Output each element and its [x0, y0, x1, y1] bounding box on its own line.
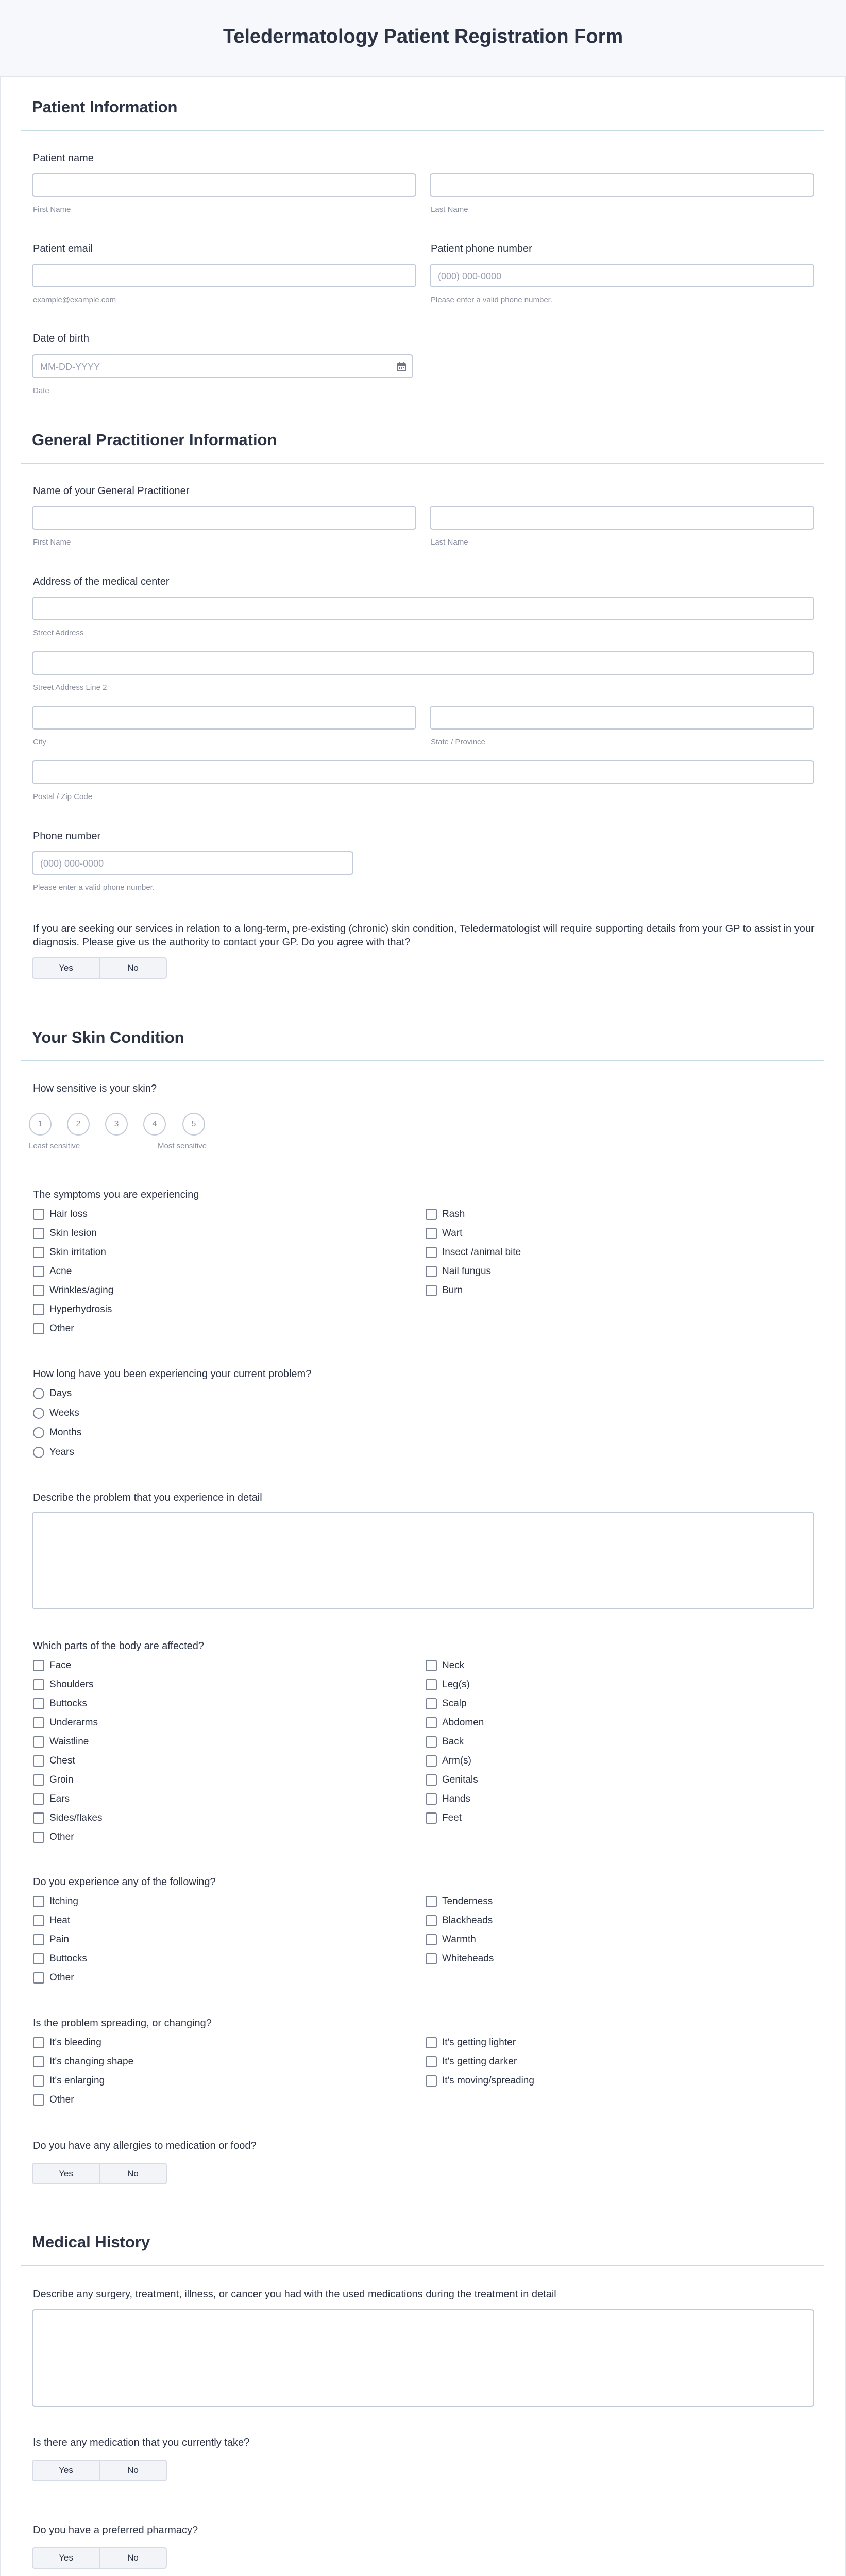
patient-phone-label: Patient phone number: [431, 243, 532, 255]
street-address-sublabel: Street Address: [33, 629, 84, 637]
checkbox[interactable]: [426, 1660, 437, 1671]
describe-textarea[interactable]: [32, 1512, 814, 1609]
body-part-option-label: Abdomen: [442, 1717, 484, 1728]
body-part-option[interactable]: [426, 1812, 462, 1824]
body-part-option-label: Face: [49, 1660, 72, 1671]
checkbox[interactable]: [426, 1228, 437, 1239]
experience-option[interactable]: [426, 1915, 493, 1926]
checkbox[interactable]: [33, 1209, 44, 1220]
experience-option[interactable]: [426, 1953, 494, 1964]
body-part-option-label: Shoulders: [49, 1679, 94, 1690]
duration-option[interactable]: [33, 1408, 79, 1419]
spreading-option-label: It's getting darker: [442, 2056, 517, 2067]
pharmacy-label: Do you have a preferred pharmacy?: [33, 2524, 198, 2536]
state-input[interactable]: [430, 706, 814, 730]
spreading-option[interactable]: [426, 2075, 534, 2087]
gp-phone-label: Phone number: [33, 831, 101, 842]
symptom-option-label: Other: [49, 1323, 74, 1334]
body-part-option-label: Other: [49, 1832, 74, 1842]
zip-sublabel: Postal / Zip Code: [33, 792, 93, 801]
body-part-option[interactable]: [426, 1660, 464, 1671]
spreading-option-label: It's getting lighter: [442, 2037, 516, 2048]
symptom-option[interactable]: [33, 1247, 106, 1258]
gp-last-name-input[interactable]: [430, 506, 814, 530]
gp-first-name-sublabel: First Name: [33, 538, 71, 547]
checkbox[interactable]: [33, 1698, 44, 1709]
body-part-option-label: Back: [442, 1736, 464, 1747]
spreading-option[interactable]: [33, 2056, 133, 2067]
experience-option-label: Blackheads: [442, 1915, 493, 1926]
medication-yes-no: [32, 2460, 167, 2481]
form-frame: [0, 77, 846, 2576]
checkbox[interactable]: [426, 1915, 437, 1926]
symptom-option-label: Hyperhydrosis: [49, 1304, 112, 1315]
body-part-option[interactable]: [33, 1717, 98, 1728]
symptom-option[interactable]: [33, 1304, 112, 1315]
most-sensitive-label: Most sensitive: [158, 1142, 207, 1150]
checkbox[interactable]: [33, 1793, 44, 1805]
spreading-option-label: It's changing shape: [49, 2056, 134, 2067]
checkbox[interactable]: [426, 1774, 437, 1786]
body-part-option-label: Buttocks: [49, 1698, 87, 1709]
body-part-option[interactable]: [33, 1832, 74, 1843]
surgery-label: Describe any surgery, treatment, illness, or cancer you had with the used medications during the treatment in detail: [33, 2289, 556, 2300]
checkbox[interactable]: [426, 2056, 437, 2067]
duration-option-label: Days: [49, 1388, 72, 1399]
checkbox[interactable]: [33, 1774, 44, 1786]
checkbox[interactable]: [33, 1266, 44, 1277]
pharmacy-no-button[interactable]: No: [127, 2553, 139, 2563]
street-address-2-input[interactable]: [32, 651, 814, 675]
experience-option[interactable]: [33, 1953, 87, 1964]
checkbox[interactable]: [426, 1717, 437, 1728]
experience-option-label: Buttocks: [49, 1953, 87, 1964]
city-input[interactable]: [32, 706, 416, 730]
symptom-option-label: Wart: [442, 1228, 463, 1239]
section-divider: [21, 1060, 824, 1061]
medical-section-title: Medical History: [32, 2233, 150, 2251]
form-header: [0, 0, 846, 77]
checkbox[interactable]: [33, 1323, 44, 1334]
body-part-option[interactable]: [426, 1774, 478, 1786]
checkbox[interactable]: [33, 2094, 44, 2106]
symptom-option-label: Acne: [49, 1266, 72, 1277]
body-part-option-label: Feet: [442, 1812, 462, 1823]
spreading-option[interactable]: [426, 2037, 516, 2048]
pharmacy-yes-button[interactable]: Yes: [33, 2548, 100, 2568]
symptom-option-label: Skin irritation: [49, 1247, 106, 1258]
section-divider: [21, 2265, 824, 2266]
experience-option[interactable]: [33, 1934, 69, 1945]
patient-first-name-input[interactable]: [32, 173, 416, 197]
checkbox[interactable]: [33, 1660, 44, 1671]
checkbox[interactable]: [426, 1896, 437, 1907]
zip-input[interactable]: [32, 760, 814, 784]
spreading-option[interactable]: [33, 2075, 105, 2087]
patient-last-name-sublabel: Last Name: [431, 205, 468, 214]
duration-option[interactable]: [33, 1388, 72, 1399]
spreading-option[interactable]: [426, 2056, 517, 2067]
checkbox[interactable]: [33, 1755, 44, 1767]
body-part-option-label: Arm(s): [442, 1755, 471, 1766]
body-part-option-label: Neck: [442, 1660, 465, 1671]
patient-phone-input[interactable]: [430, 264, 814, 287]
symptom-option[interactable]: [33, 1209, 88, 1220]
address-label: Address of the medical center: [33, 576, 170, 587]
dob-sublabel: Date: [33, 386, 49, 395]
allergy-label: Do you have any allergies to medication or food?: [33, 2140, 257, 2151]
experience-option[interactable]: [33, 1896, 78, 1907]
experience-option[interactable]: [33, 1915, 70, 1926]
body-part-option-label: Leg(s): [442, 1679, 470, 1690]
symptoms-label: The symptoms you are experiencing: [33, 1189, 199, 1200]
skin-section-title: Your Skin Condition: [32, 1028, 184, 1046]
gp-first-name-input[interactable]: [32, 506, 416, 530]
checkbox[interactable]: [426, 1209, 437, 1220]
radio-button[interactable]: [33, 1388, 44, 1399]
dob-placeholder: MM-DD-YYYY: [40, 362, 100, 372]
duration-option[interactable]: [33, 1427, 81, 1438]
checkbox[interactable]: [33, 2056, 44, 2067]
symptom-option[interactable]: [426, 1285, 463, 1296]
body-part-option-label: Genitals: [442, 1774, 478, 1785]
checkbox[interactable]: [33, 1679, 44, 1690]
radio-button[interactable]: [33, 1427, 44, 1438]
symptom-option-label: Skin lesion: [49, 1228, 97, 1239]
pharmacy-yes-no: [32, 2547, 167, 2569]
gp-name-label: Name of your General Practitioner: [33, 485, 190, 497]
sensitivity-option-4[interactable]: 4: [143, 1113, 166, 1136]
chronic-no-button[interactable]: No: [127, 963, 139, 973]
medication-label: Is there any medication that you currently take?: [33, 2437, 250, 2448]
checkbox[interactable]: [426, 2075, 437, 2087]
checkbox[interactable]: [33, 1228, 44, 1239]
allergy-yes-button[interactable]: Yes: [33, 2164, 100, 2183]
checkbox[interactable]: [426, 1247, 437, 1258]
symptom-option-label: Insect /animal bite: [442, 1247, 521, 1258]
describe-label: Describe the problem that you experience in detail: [33, 1492, 262, 1503]
allergy-yes-no: [32, 2163, 167, 2184]
checkbox[interactable]: [426, 1812, 437, 1824]
checkbox[interactable]: [426, 1793, 437, 1805]
gp-last-name-sublabel: Last Name: [431, 538, 468, 547]
checkbox[interactable]: [426, 1679, 437, 1690]
spreading-option[interactable]: [33, 2037, 101, 2048]
checkbox[interactable]: [33, 1934, 44, 1945]
checkbox[interactable]: [33, 1247, 44, 1258]
dob-label: Date of birth: [33, 333, 89, 344]
chronic-yes-no: [32, 957, 167, 979]
symptom-option[interactable]: [33, 1228, 97, 1239]
experience-option-label: Tenderness: [442, 1896, 493, 1907]
symptom-option[interactable]: [426, 1247, 521, 1258]
chronic-question: If you are seeking our services in relation to a long-term, pre-existing (chronic) skin condition, Teledermatologist will require supporting details from your GP to assist in your diagnosis. Please give us the authority to contact your GP. Do you agree with that?: [33, 923, 815, 948]
sensitivity-option-5[interactable]: 5: [182, 1113, 205, 1136]
spreading-label: Is the problem spreading, or changing?: [33, 2018, 212, 2029]
symptom-option-label: Wrinkles/aging: [49, 1285, 114, 1296]
duration-option-label: Weeks: [49, 1408, 79, 1418]
body-part-option[interactable]: [426, 1698, 467, 1709]
body-part-option-label: Scalp: [442, 1698, 467, 1709]
sensitivity-label: How sensitive is your skin?: [33, 1083, 157, 1094]
patient-email-sublabel: example@example.com: [33, 296, 116, 304]
body-part-option-label: Waistline: [49, 1736, 89, 1747]
experience-option[interactable]: [426, 1934, 476, 1945]
patient-email-label: Patient email: [33, 243, 93, 255]
body-part-option[interactable]: [426, 1717, 484, 1728]
checkbox[interactable]: [33, 1736, 44, 1748]
checkbox[interactable]: [33, 1285, 44, 1296]
experience-option-label: Warmth: [442, 1934, 476, 1945]
state-sublabel: State / Province: [431, 738, 485, 747]
street-address-2-sublabel: Street Address Line 2: [33, 683, 107, 692]
checkbox[interactable]: [33, 1972, 44, 1984]
street-address-input[interactable]: [32, 597, 814, 620]
body-part-option[interactable]: [33, 1660, 71, 1671]
checkbox[interactable]: [33, 2075, 44, 2087]
experience-option[interactable]: [33, 1972, 74, 1984]
patient-first-name-sublabel: First Name: [33, 205, 71, 214]
body-part-option[interactable]: [426, 1679, 470, 1690]
body-part-option-label: Chest: [49, 1755, 75, 1766]
checkbox[interactable]: [426, 1285, 437, 1296]
chronic-yes-button[interactable]: Yes: [33, 958, 100, 978]
experience-option-label: Other: [49, 1972, 74, 1983]
body-part-option[interactable]: [33, 1774, 73, 1786]
body-part-option-label: Hands: [442, 1793, 470, 1804]
duration-option-label: Months: [49, 1427, 82, 1438]
body-part-option[interactable]: [33, 1755, 75, 1767]
checkbox[interactable]: [426, 1755, 437, 1767]
section-divider: [21, 130, 824, 131]
body-part-option[interactable]: [426, 1736, 464, 1748]
sensitivity-option-2[interactable]: 2: [67, 1113, 90, 1136]
body-part-option[interactable]: [426, 1755, 471, 1767]
medication-no-button[interactable]: No: [127, 2465, 139, 2475]
patient-name-label: Patient name: [33, 152, 94, 164]
symptom-option-label: Burn: [442, 1285, 463, 1296]
symptom-option[interactable]: [426, 1209, 465, 1220]
form-title: Teledermatology Patient Registration Form: [223, 26, 623, 47]
calendar-icon[interactable]: [396, 361, 407, 372]
body-part-option[interactable]: [33, 1812, 102, 1824]
checkbox[interactable]: [33, 1304, 44, 1315]
medication-yes-button[interactable]: Yes: [33, 2461, 100, 2480]
body-part-option-label: Ears: [49, 1793, 70, 1804]
checkbox[interactable]: [426, 2037, 437, 2048]
body-part-option[interactable]: [33, 1698, 87, 1709]
least-sensitive-label: Least sensitive: [29, 1142, 80, 1150]
allergy-no-button[interactable]: No: [127, 2168, 139, 2178]
body-part-option-label: Groin: [49, 1774, 74, 1785]
checkbox[interactable]: [426, 1736, 437, 1748]
symptom-option[interactable]: [33, 1323, 74, 1334]
surgery-textarea[interactable]: [32, 2309, 814, 2407]
radio-button[interactable]: [33, 1447, 44, 1458]
experience-option[interactable]: [426, 1896, 493, 1907]
patient-section-title: Patient Information: [32, 98, 178, 116]
patient-phone-placeholder: (000) 000-0000: [438, 271, 502, 281]
body-part-option[interactable]: [426, 1793, 470, 1805]
checkbox[interactable]: [33, 1717, 44, 1728]
body-part-option-label: Underarms: [49, 1717, 98, 1728]
experience-option-label: Pain: [49, 1934, 70, 1945]
checkbox[interactable]: [33, 1832, 44, 1843]
checkbox[interactable]: [33, 1896, 44, 1907]
checkbox[interactable]: [426, 1953, 437, 1964]
patient-last-name-input[interactable]: [430, 173, 814, 197]
gp-phone-sublabel: Please enter a valid phone number.: [33, 883, 155, 892]
experience-option-label: Heat: [49, 1915, 71, 1926]
patient-phone-sublabel: Please enter a valid phone number.: [431, 296, 552, 304]
symptom-option[interactable]: [33, 1285, 113, 1296]
gp-phone-placeholder: (000) 000-0000: [40, 858, 104, 869]
checkbox[interactable]: [33, 1953, 44, 1964]
checkbox[interactable]: [33, 1812, 44, 1824]
checkbox[interactable]: [33, 2037, 44, 2048]
symptom-option-label: Rash: [442, 1209, 465, 1219]
patient-email-input[interactable]: [32, 264, 416, 287]
symptom-option[interactable]: [33, 1266, 72, 1277]
city-sublabel: City: [33, 738, 46, 747]
spreading-option-label: It's moving/spreading: [442, 2075, 534, 2086]
duration-option[interactable]: [33, 1447, 74, 1458]
spreading-option-label: It's enlarging: [49, 2075, 105, 2086]
experience-option-label: Whiteheads: [442, 1953, 494, 1964]
body-part-option-label: Sides/flakes: [49, 1812, 103, 1823]
symptom-option-label: Nail fungus: [442, 1266, 492, 1277]
spreading-option-label: It's bleeding: [49, 2037, 101, 2048]
body-parts-label: Which parts of the body are affected?: [33, 1640, 205, 1652]
gp-phone-input[interactable]: [32, 851, 353, 875]
body-part-option[interactable]: [33, 1736, 89, 1748]
spreading-option[interactable]: [33, 2094, 74, 2106]
checkbox[interactable]: [33, 1915, 44, 1926]
duration-option-label: Years: [49, 1447, 74, 1458]
dob-input[interactable]: [32, 354, 413, 378]
symptom-option-label: Hair loss: [49, 1209, 88, 1219]
body-part-option[interactable]: [33, 1793, 70, 1805]
gp-section-title: General Practitioner Information: [32, 431, 277, 449]
section-divider: [21, 463, 824, 464]
sensitivity-option-1[interactable]: 1: [29, 1113, 52, 1136]
symptom-option[interactable]: [426, 1266, 491, 1277]
checkbox[interactable]: [426, 1698, 437, 1709]
sensitivity-option-3[interactable]: 3: [105, 1113, 128, 1136]
experience-label: Do you experience any of the following?: [33, 1876, 216, 1888]
experience-option-label: Itching: [49, 1896, 78, 1907]
symptom-option[interactable]: [426, 1228, 462, 1239]
duration-label: How long have you been experiencing your current problem?: [33, 1368, 312, 1380]
spreading-option-label: Other: [49, 2094, 74, 2105]
body-part-option[interactable]: [33, 1679, 94, 1690]
checkbox[interactable]: [426, 1266, 437, 1277]
radio-button[interactable]: [33, 1408, 44, 1419]
checkbox[interactable]: [426, 1934, 437, 1945]
